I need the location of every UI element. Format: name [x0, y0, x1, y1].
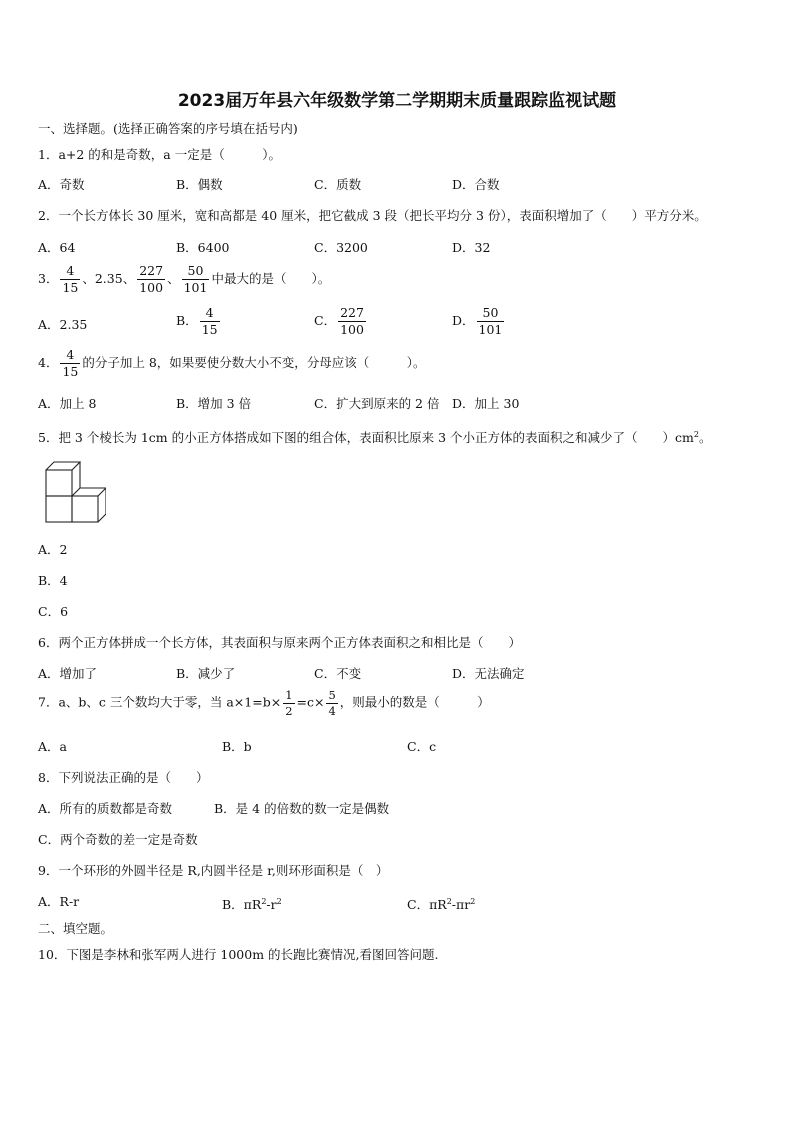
question-9: 9．一个环形的外圆半径是 R,内圆半径是 r,则环形面积是（ ）	[38, 863, 389, 878]
q3-fraction-2: $\frac{227}{100}$	[139, 263, 164, 295]
q7-option-b: B．b	[222, 739, 252, 754]
section-2-heading: 二、填空题。	[38, 921, 114, 936]
q1-option-a: A．奇数	[38, 177, 85, 192]
q5-option-a: A．2	[38, 542, 68, 557]
question-1: 1．a+2 的和是奇数，a 一定是（ ）。	[38, 147, 281, 162]
q7-fraction-1: $\frac{1}{2}$	[285, 688, 293, 718]
q9-option-b: B．$\pi R^2-r^2$	[222, 897, 282, 913]
cube-top-top-face	[46, 462, 80, 470]
q3-fraction-1: $\frac{4}{15}$	[62, 263, 79, 295]
q3-tail: 中最大的是（ ）。	[211, 270, 331, 286]
question-2: 2．一个长方体长 30 厘米，宽和高都是 40 厘米，把它截成 3 段（把长平均分 3 份），表面积增加了（ ）平方分米。	[38, 208, 707, 223]
question-5: 5．把 3 个棱长为 1cm 的小正方体搭成如下图的组合体，表面积比原来 3 个小正方体的表面积之和减少了（ ）$cm^2$。	[38, 430, 712, 446]
q3-number: 3．	[38, 270, 59, 286]
q5-option-b: B．4	[38, 573, 68, 588]
q3-option-a: A．2.35	[38, 317, 88, 332]
question-6: 6．两个正方体拼成一个长方体，其表面积与原来两个正方体表面积之和相比是（ ）	[38, 635, 521, 650]
question-7: 7．a、b、c 三个数均大于零，当 a×1=b× $\frac{1}{2}$ =c× $\frac{5}{4}$ ，则最小的数是（ ）	[38, 688, 490, 718]
q7-option-c: C．c	[407, 739, 437, 754]
q8-option-b: B．是 4 的倍数的数一定是偶数	[214, 801, 390, 816]
cube-bottom-left-front	[46, 496, 72, 522]
q8-option-c: C．两个奇数的差一定是奇数	[38, 832, 198, 847]
question-3	[38, 264, 330, 295]
q2-option-a: A．64	[38, 240, 76, 255]
q4-option-d: D．加上 30	[452, 396, 520, 411]
cube-top-front	[46, 470, 72, 496]
cube-bottom-right-front	[72, 496, 98, 522]
cube-bottom-right-top-face	[80, 488, 106, 496]
q6-option-d: D．无法确定	[452, 666, 525, 681]
q6-option-c: C．不变	[314, 666, 362, 681]
q3-fraction-3: $\frac{50}{101}$	[183, 263, 208, 295]
q8-option-a: A．所有的质数都是奇数	[38, 801, 173, 816]
q1-option-c: C．质数	[314, 177, 362, 192]
q6-option-a: A．增加了	[38, 666, 98, 681]
q2-option-c: C．3200	[314, 240, 368, 255]
q3-option-b: B． $\frac{4}{15}$	[176, 305, 218, 337]
q4-option-b: B．增加 3 倍	[176, 396, 252, 411]
question-4: 4． $\frac{4}{15}$ 的分子加上 8，如果要使分数大小不变，分母应该（ ）。	[38, 347, 426, 379]
cube-bottom-right-side-face	[98, 488, 106, 522]
q1-option-b: B．偶数	[176, 177, 223, 192]
question-10: 10．下图是李林和张军两人进行 1000m 的长跑比赛情况,看图回答问题.	[38, 947, 439, 962]
section-1-heading: 一、选择题。(选择正确答案的序号填在括号内)	[38, 121, 298, 136]
page-title: 2023届万年县六年级数学第二学期期末质量跟踪监视试题	[177, 91, 617, 111]
q1-option-d: D．合数	[452, 177, 500, 192]
question-8: 8．下列说法正确的是（ ）	[38, 770, 209, 785]
cube-figure	[42, 460, 106, 524]
q3-option-c: C． $\frac{227}{100}$	[314, 305, 364, 337]
q9-option-c: C．$\pi R^2-\pi r^2$	[407, 897, 476, 913]
cube-top-right-face	[72, 462, 80, 496]
q2-option-b: B．6400	[176, 240, 230, 255]
q3-option-d: D． $\frac{50}{101}$	[452, 305, 503, 337]
q3-separator-1: 、2.35、	[82, 270, 136, 286]
q6-option-b: B．减少了	[176, 666, 236, 681]
q9-option-a: A．R-r	[38, 894, 80, 909]
q4-option-c: C．扩大到原来的 2 倍	[314, 396, 440, 411]
q5-option-c: C．6	[38, 604, 69, 619]
q7-option-a: A．a	[38, 739, 67, 754]
q2-option-d: D．32	[452, 240, 491, 255]
q7-fraction-2: $\frac{5}{4}$	[328, 688, 336, 718]
q4-fraction: $\frac{4}{15}$	[62, 347, 79, 379]
q3-separator-2: 、	[167, 270, 180, 286]
q4-option-a: A．加上 8	[38, 396, 97, 411]
